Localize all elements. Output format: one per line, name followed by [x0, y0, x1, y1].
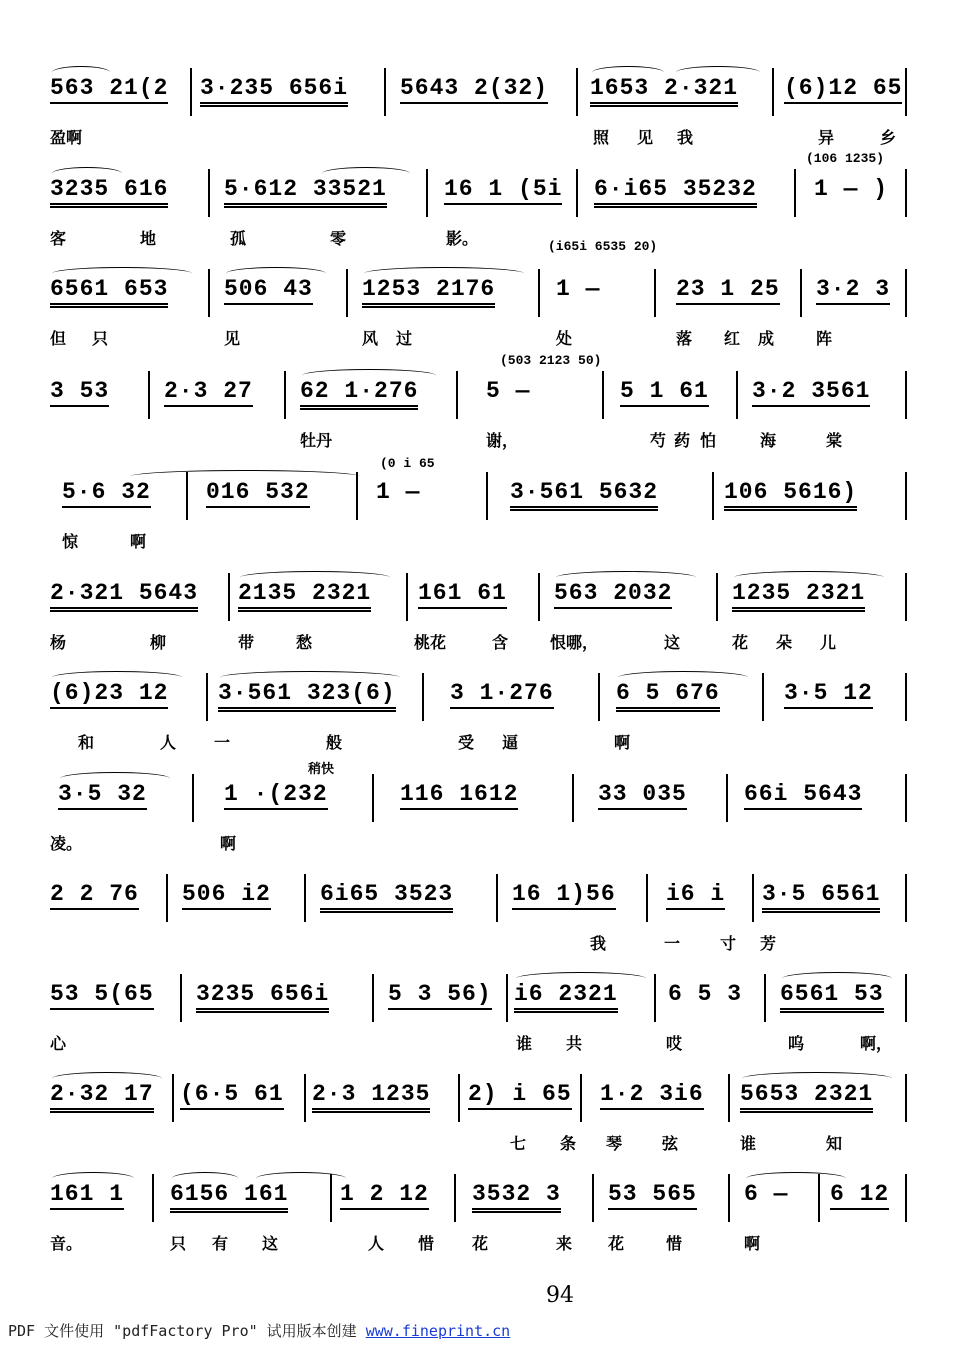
lyric: 条	[560, 1134, 577, 1153]
slur	[52, 267, 192, 280]
measure: 3235 656i	[196, 980, 329, 1013]
barline	[905, 974, 907, 1022]
slur	[52, 66, 110, 79]
staff-system	[0, 1068, 959, 1169]
barline	[752, 874, 754, 922]
staff-system	[0, 762, 959, 869]
ornament-annotation: (106 1235)	[806, 151, 885, 166]
staff-system	[0, 151, 959, 264]
barline	[208, 269, 210, 317]
measure: 5643 2(32)	[400, 74, 548, 104]
footer-link[interactable]: www.fineprint.cn	[365, 1322, 511, 1340]
barline	[304, 874, 306, 922]
barline	[372, 774, 374, 822]
barline	[206, 673, 208, 721]
measure: 5 1 61	[620, 377, 709, 407]
slur	[240, 571, 390, 584]
lyric: 但	[50, 329, 67, 348]
lyric: 地	[140, 229, 157, 248]
lyric: 心	[50, 1034, 67, 1053]
barline	[764, 974, 766, 1022]
barline	[538, 573, 540, 621]
lyric: 弦	[662, 1134, 679, 1153]
notation-line	[0, 151, 959, 219]
measure: 62 1·276	[300, 377, 418, 410]
lyric: 愁	[296, 633, 313, 652]
measure: 1 2 12	[340, 1180, 429, 1210]
measure: 2·32 17	[50, 1080, 154, 1113]
lyric: 芍	[650, 431, 667, 450]
measure: 2135 2321	[238, 579, 371, 612]
lyric: 共	[566, 1034, 583, 1053]
measure: 6 —	[744, 1181, 789, 1207]
measure: 3 53	[50, 377, 109, 407]
measure: 1 ·(232	[224, 780, 328, 810]
measure: 6 12	[830, 1180, 889, 1210]
barline	[905, 169, 907, 217]
notation-line	[0, 62, 959, 118]
measure: 3·5 6561	[762, 880, 880, 913]
lyric: 谢，	[486, 431, 519, 450]
lyric: 孤	[230, 229, 247, 248]
measure: 16 1 (5i	[444, 175, 562, 205]
ornament-annotation: (i65i 6535 20)	[548, 239, 658, 254]
barline	[905, 673, 907, 721]
lyric: 有	[212, 1234, 229, 1253]
measure: 23 1 25	[676, 275, 780, 305]
barline	[654, 974, 656, 1022]
slur	[52, 167, 122, 180]
lyric: 儿	[820, 633, 837, 652]
lyric: 和	[78, 733, 95, 752]
footer-text: PDF 文件使用 "pdfFactory Pro" 试用版本创建	[8, 1322, 366, 1340]
measure: 6156 161	[170, 1180, 288, 1213]
ornament-annotation: (503 2123 50)	[500, 353, 602, 368]
barline	[576, 169, 578, 217]
measure: 2 2 76	[50, 880, 139, 910]
lyric: 一	[664, 934, 681, 953]
lyric: 照	[593, 128, 610, 147]
staff-system	[0, 62, 959, 163]
lyric: 人	[368, 1234, 385, 1253]
lyric: 阵	[816, 329, 833, 348]
lyric: 啊，	[860, 1034, 893, 1053]
notation-line	[0, 868, 959, 924]
measure: 5 3 56)	[388, 980, 492, 1010]
lyric: 一	[214, 733, 231, 752]
barline	[712, 472, 714, 520]
measure: 33 035	[598, 780, 687, 810]
slur	[676, 66, 760, 79]
lyric: 这	[664, 633, 681, 652]
lyric: 见	[637, 128, 654, 147]
staff-system	[0, 1168, 959, 1269]
lyric: 这	[262, 1234, 279, 1253]
lyric: 谁	[740, 1134, 757, 1153]
lyric: 红	[724, 329, 741, 348]
measure: 161 1	[50, 1180, 124, 1210]
measure: (6)12 65	[784, 74, 902, 104]
slur	[556, 571, 696, 584]
measure: 016 532	[206, 478, 310, 508]
notation-line	[0, 1068, 959, 1124]
slur	[256, 1172, 346, 1185]
barline	[602, 371, 604, 419]
lyric: 处	[556, 329, 573, 348]
barline	[190, 68, 192, 116]
lyric: 逼	[502, 733, 519, 752]
barline	[284, 371, 286, 419]
measure: 3·561 323(6)	[218, 679, 396, 712]
staff-system	[0, 353, 959, 466]
lyrics-line	[0, 834, 959, 858]
barline	[406, 573, 408, 621]
tempo-marking: 稍快	[308, 762, 335, 777]
measure: 5·612 33521	[224, 175, 387, 208]
barline	[426, 169, 428, 217]
staff-system	[0, 868, 959, 969]
lyrics-line	[0, 1034, 959, 1058]
barline	[762, 673, 764, 721]
lyric: 客	[50, 229, 67, 248]
lyric: 七	[510, 1134, 527, 1153]
notation-line	[0, 239, 959, 319]
measure: 1 — )	[814, 176, 889, 202]
measure: 2·3 1235	[312, 1080, 430, 1113]
barline	[506, 974, 508, 1022]
lyric: 桃花	[414, 633, 447, 652]
barline	[208, 169, 210, 217]
barline	[646, 874, 648, 922]
lyric: 怕	[700, 431, 717, 450]
measure: 3235 616	[50, 175, 168, 208]
measure: 2) i 65	[468, 1080, 572, 1110]
measure: 3·561 5632	[510, 478, 658, 511]
slur	[782, 972, 892, 985]
barline	[192, 774, 194, 822]
barline	[800, 269, 802, 317]
lyric: 人	[160, 733, 177, 752]
slur	[742, 1072, 892, 1085]
barline	[456, 371, 458, 419]
barline	[304, 1074, 306, 1122]
lyric: 我	[677, 128, 694, 147]
barline	[905, 371, 907, 419]
lyrics-line	[0, 934, 959, 958]
lyric: 般	[326, 733, 343, 752]
barline	[716, 573, 718, 621]
slur	[60, 772, 170, 785]
notation-line	[0, 567, 959, 623]
barline	[346, 269, 348, 317]
lyric: 牡丹	[300, 431, 333, 450]
slur	[52, 671, 182, 684]
barline	[166, 874, 168, 922]
barline	[572, 774, 574, 822]
measure: 6 5 3	[668, 981, 743, 1007]
barline	[228, 573, 230, 621]
measure: 5653 2321	[740, 1080, 873, 1113]
lyrics-line	[0, 128, 959, 152]
lyric: 朵	[776, 633, 793, 652]
lyric: 惜	[666, 1234, 683, 1253]
measure: i6 2321	[514, 980, 618, 1013]
lyric: 只	[92, 329, 109, 348]
lyric: 来	[556, 1234, 573, 1253]
lyric: 杨	[50, 633, 67, 652]
measure: 3·5 12	[784, 679, 873, 709]
measure: 1 —	[556, 276, 601, 302]
lyric: 柳	[150, 633, 167, 652]
barline	[772, 68, 774, 116]
pdf-footer	[8, 1320, 510, 1341]
measure: 53 565	[608, 1180, 697, 1210]
measure: 506 i2	[182, 880, 271, 910]
lyric: 谁	[516, 1034, 533, 1053]
notation-line	[0, 762, 959, 824]
barline	[592, 1174, 594, 1222]
lyric: 啊	[744, 1234, 761, 1253]
slur	[516, 972, 646, 985]
lyric: 盈啊	[50, 128, 83, 147]
measure: 116 1612	[400, 780, 518, 810]
slur	[302, 369, 436, 382]
barline	[726, 774, 728, 822]
barline	[384, 68, 386, 116]
lyrics-line	[0, 733, 959, 757]
page-number: 94	[546, 1283, 574, 1308]
notation-line	[0, 353, 959, 421]
measure: 6561 53	[780, 980, 884, 1013]
slur	[618, 671, 748, 684]
lyric: 风	[362, 329, 379, 348]
lyric: 啊	[130, 532, 147, 551]
barline	[905, 472, 907, 520]
measure: 563 2032	[554, 579, 672, 609]
lyric: 受	[458, 733, 475, 752]
barline	[576, 68, 578, 116]
barline	[148, 371, 150, 419]
lyric: 见	[224, 329, 241, 348]
measure: (6)23 12	[50, 679, 168, 709]
barline	[905, 874, 907, 922]
lyric: 异	[818, 128, 835, 147]
lyric: 药	[674, 431, 691, 450]
lyric: 恨哪，	[550, 633, 599, 652]
barline	[794, 169, 796, 217]
measure: 2·3 27	[164, 377, 253, 407]
barline	[654, 269, 656, 317]
measure: 161 61	[418, 579, 507, 609]
lyric: 零	[330, 229, 347, 248]
lyric: 琴	[606, 1134, 623, 1153]
notation-line	[0, 456, 959, 522]
lyric: 花	[732, 633, 749, 652]
barline	[598, 673, 600, 721]
notation-line	[0, 968, 959, 1024]
barline	[152, 1174, 154, 1222]
slur	[734, 571, 884, 584]
barline	[736, 371, 738, 419]
barline	[905, 1174, 907, 1222]
lyric: 哎	[666, 1034, 683, 1053]
staff-system	[0, 456, 959, 567]
measure: 5·6 32	[62, 478, 151, 508]
slur	[52, 1172, 134, 1185]
lyric: 寸	[720, 934, 737, 953]
staff-system	[0, 968, 959, 1069]
lyric: 我	[590, 934, 607, 953]
measure: 3532 3	[472, 1180, 561, 1213]
measure: 6 5 676	[616, 679, 720, 712]
measure: 106 5616)	[724, 478, 857, 511]
measure: 6561 653	[50, 275, 168, 308]
staff-system	[0, 667, 959, 768]
measure: 1 —	[376, 479, 421, 505]
barline	[496, 874, 498, 922]
notation-line	[0, 1168, 959, 1224]
barline	[905, 269, 907, 317]
barline	[728, 1174, 730, 1222]
lyric: 落	[676, 329, 693, 348]
measure: 3 1·276	[450, 679, 554, 709]
measure: 53 5(65	[50, 980, 154, 1010]
barline	[454, 1174, 456, 1222]
lyric: 含	[492, 633, 509, 652]
lyric: 知	[826, 1134, 843, 1153]
lyric: 乡	[880, 128, 897, 147]
measure: 1653 2·321	[590, 74, 738, 107]
notation-line	[0, 667, 959, 723]
lyric: 棠	[826, 431, 843, 450]
lyric: 带	[238, 633, 255, 652]
staff-system	[0, 239, 959, 364]
measure: (6·5 61	[180, 1080, 284, 1110]
measure: 1235 2321	[732, 579, 865, 612]
lyric: 成	[758, 329, 775, 348]
lyrics-line	[0, 329, 959, 353]
barline	[172, 1074, 174, 1122]
lyrics-line	[0, 1234, 959, 1258]
measure: 5 —	[486, 378, 531, 404]
lyric: 海	[760, 431, 777, 450]
measure: i6 i	[666, 880, 725, 910]
measure: 2·321 5643	[50, 579, 198, 612]
barline	[905, 68, 907, 116]
slur	[172, 1172, 238, 1185]
lyric: 惜	[418, 1234, 435, 1253]
lyric: 啊	[614, 733, 631, 752]
barline	[728, 1074, 730, 1122]
slur	[592, 66, 664, 79]
barline	[538, 269, 540, 317]
lyric: 影。	[446, 229, 479, 248]
barline	[458, 1074, 460, 1122]
lyric: 花	[472, 1234, 489, 1253]
measure: 3·2 3	[816, 275, 890, 305]
ornament-annotation: (0 i 65	[380, 456, 435, 471]
slur	[746, 1172, 846, 1185]
lyric: 花	[608, 1234, 625, 1253]
slur	[130, 470, 360, 483]
measure: 6·i65 35232	[594, 175, 757, 208]
slur	[220, 671, 400, 684]
barline	[180, 974, 182, 1022]
measure: 3·5 32	[58, 780, 147, 810]
slur	[226, 267, 326, 280]
measure: 563 21(2	[50, 74, 168, 104]
measure: 1·2 3i6	[600, 1080, 704, 1110]
slur	[364, 267, 524, 280]
lyric: 惊	[62, 532, 79, 551]
barline	[372, 974, 374, 1022]
lyric: 凌。	[50, 834, 83, 853]
lyrics-line	[0, 431, 959, 455]
lyric: 只	[170, 1234, 187, 1253]
barline	[905, 573, 907, 621]
measure: 506 43	[224, 275, 313, 305]
measure: 3·235 656i	[200, 74, 348, 107]
barline	[905, 774, 907, 822]
lyric: 音。	[50, 1234, 83, 1253]
lyrics-line	[0, 1134, 959, 1158]
measure: 6i65 3523	[320, 880, 453, 913]
lyrics-line	[0, 532, 959, 556]
lyrics-line	[0, 229, 959, 253]
measure: 66i 5643	[744, 780, 862, 810]
lyric: 过	[396, 329, 413, 348]
measure: 1253 2176	[362, 275, 495, 308]
lyric: 呜	[788, 1034, 805, 1053]
barline	[580, 1074, 582, 1122]
lyrics-line	[0, 633, 959, 657]
staff-system	[0, 567, 959, 668]
lyric: 啊	[220, 834, 237, 853]
slur	[322, 167, 410, 180]
barline	[905, 1074, 907, 1122]
barline	[486, 472, 488, 520]
measure: 3·2 3561	[752, 377, 870, 407]
barline	[422, 673, 424, 721]
measure: 16 1)56	[512, 880, 616, 910]
slur	[52, 1072, 162, 1085]
lyric: 芳	[760, 934, 777, 953]
